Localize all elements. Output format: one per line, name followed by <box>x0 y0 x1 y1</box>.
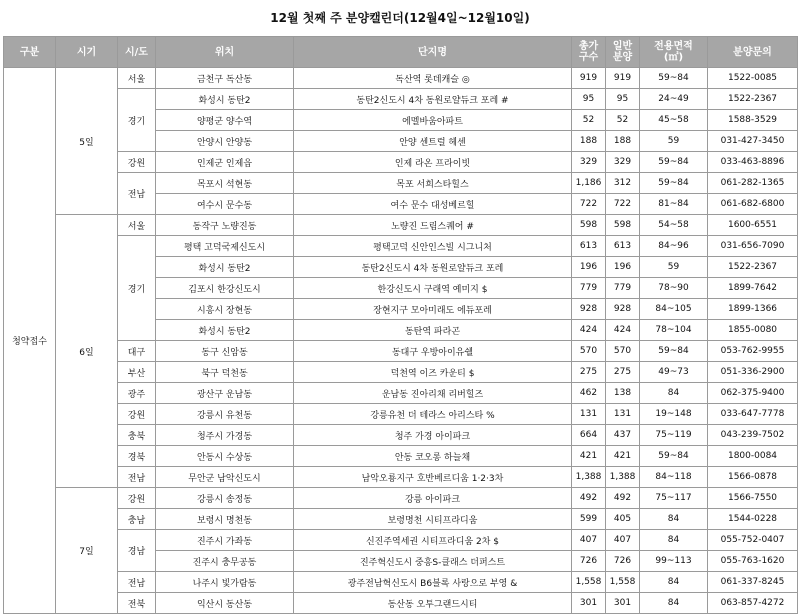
header-contact: 분양문의 <box>708 37 798 68</box>
general-units-cell: 722 <box>606 194 640 215</box>
general-units-cell: 407 <box>606 530 640 551</box>
area-cell: 54~58 <box>640 215 708 236</box>
general-units-cell: 1,388 <box>606 467 640 488</box>
table-row <box>4 488 798 509</box>
sido-cell: 강원 <box>118 152 156 173</box>
area-cell: 84~96 <box>640 236 708 257</box>
sido-cell: 경남 <box>118 530 156 572</box>
complex-cell: 운남동 진아리채 리버힐즈 <box>294 383 572 404</box>
sido-cell: 전북 <box>118 593 156 614</box>
complex-cell: 노량진 드림스퀘어 # <box>294 215 572 236</box>
sido-cell: 강원 <box>118 488 156 509</box>
total-units-cell: 722 <box>572 194 606 215</box>
date-cell: 5일 <box>56 68 118 215</box>
complex-cell: 동탄역 파라곤 <box>294 320 572 341</box>
complex-cell: 안동 코오롱 하늘채 <box>294 446 572 467</box>
area-cell: 78~90 <box>640 278 708 299</box>
complex-cell: 동산동 오투그랜드시티 <box>294 593 572 614</box>
area-cell: 59 <box>640 131 708 152</box>
area-cell: 81~84 <box>640 194 708 215</box>
general-units-cell: 570 <box>606 341 640 362</box>
area-cell: 59 <box>640 257 708 278</box>
total-units-cell: 919 <box>572 68 606 89</box>
area-cell: 45~58 <box>640 110 708 131</box>
location-cell: 화성시 동탄2 <box>156 257 294 278</box>
date-cell: 7일 <box>56 488 118 614</box>
location-cell: 인제군 인제읍 <box>156 152 294 173</box>
sido-cell: 광주 <box>118 383 156 404</box>
subscription-calendar-table <box>3 36 798 614</box>
total-units-cell: 726 <box>572 551 606 572</box>
total-units-cell: 52 <box>572 110 606 131</box>
table-row <box>4 215 798 236</box>
contact-cell: 1522-0085 <box>708 68 798 89</box>
contact-cell: 1800-0084 <box>708 446 798 467</box>
complex-cell: 안양 센트럴 헤센 <box>294 131 572 152</box>
total-units-cell: 407 <box>572 530 606 551</box>
area-cell: 59~84 <box>640 152 708 173</box>
total-units-cell: 1,558 <box>572 572 606 593</box>
location-cell: 무안군 남악신도시 <box>156 467 294 488</box>
table-row <box>4 152 798 173</box>
total-units-cell: 599 <box>572 509 606 530</box>
total-units-cell: 492 <box>572 488 606 509</box>
area-cell: 24~49 <box>640 89 708 110</box>
date-cell: 6일 <box>56 215 118 488</box>
general-units-cell: 779 <box>606 278 640 299</box>
sido-cell: 경기 <box>118 89 156 152</box>
table-row <box>4 425 798 446</box>
total-units-cell: 95 <box>572 89 606 110</box>
header-sigi: 시기 <box>56 37 118 68</box>
general-units-cell: 919 <box>606 68 640 89</box>
table-row <box>4 593 798 614</box>
total-units-cell: 301 <box>572 593 606 614</box>
header-general-units: 일반 분양 <box>606 37 640 68</box>
complex-cell: 동대구 우방아이유쉘 <box>294 341 572 362</box>
complex-cell: 진주혁신도시 중흥S-클래스 더퍼스트 <box>294 551 572 572</box>
complex-cell: 목포 서희스타힐스 <box>294 173 572 194</box>
sido-cell: 서울 <box>118 215 156 236</box>
complex-cell: 에멜바움아파트 <box>294 110 572 131</box>
complex-cell: 여수 문수 대성베르힐 <box>294 194 572 215</box>
contact-cell: 1600-6551 <box>708 215 798 236</box>
general-units-cell: 301 <box>606 593 640 614</box>
contact-cell: 1855-0080 <box>708 320 798 341</box>
contact-cell: 051-336-2900 <box>708 362 798 383</box>
area-cell: 84~105 <box>640 299 708 320</box>
sido-cell: 충북 <box>118 425 156 446</box>
general-units-cell: 131 <box>606 404 640 425</box>
general-units-cell: 196 <box>606 257 640 278</box>
sido-cell: 전남 <box>118 572 156 593</box>
gubun-cell: 청약접수 <box>4 68 56 614</box>
header-complex: 단지명 <box>294 37 572 68</box>
contact-cell: 061-682-6800 <box>708 194 798 215</box>
general-units-cell: 275 <box>606 362 640 383</box>
area-cell: 59~84 <box>640 68 708 89</box>
location-cell: 동구 신암동 <box>156 341 294 362</box>
general-units-cell: 312 <box>606 173 640 194</box>
area-cell: 84 <box>640 530 708 551</box>
area-cell: 84 <box>640 383 708 404</box>
location-cell: 동작구 노량진동 <box>156 215 294 236</box>
area-cell: 84~118 <box>640 467 708 488</box>
complex-cell: 동탄2신도시 4차 동원로얄듀크 포레 <box>294 257 572 278</box>
table-row <box>4 89 798 110</box>
total-units-cell: 928 <box>572 299 606 320</box>
general-units-cell: 329 <box>606 152 640 173</box>
sido-cell: 전남 <box>118 173 156 215</box>
table-row <box>4 173 798 194</box>
sido-cell: 부산 <box>118 362 156 383</box>
location-cell: 김포시 한강신도시 <box>156 278 294 299</box>
contact-cell: 055-763-1620 <box>708 551 798 572</box>
sido-cell: 충남 <box>118 509 156 530</box>
contact-cell: 1522-2367 <box>708 257 798 278</box>
general-units-cell: 437 <box>606 425 640 446</box>
table-row <box>4 446 798 467</box>
general-units-cell: 138 <box>606 383 640 404</box>
total-units-cell: 570 <box>572 341 606 362</box>
header-gubun: 구분 <box>4 37 56 68</box>
location-cell: 금천구 독산동 <box>156 68 294 89</box>
total-units-cell: 1,388 <box>572 467 606 488</box>
general-units-cell: 598 <box>606 215 640 236</box>
contact-cell: 033-647-7778 <box>708 404 798 425</box>
location-cell: 진주시 가좌동 <box>156 530 294 551</box>
contact-cell: 061-282-1365 <box>708 173 798 194</box>
location-cell: 목포시 석현동 <box>156 173 294 194</box>
location-cell: 나주시 빛가람동 <box>156 572 294 593</box>
complex-cell: 보령명천 시티프라디움 <box>294 509 572 530</box>
sido-cell: 전남 <box>118 467 156 488</box>
contact-cell: 1899-7642 <box>708 278 798 299</box>
table-row <box>4 341 798 362</box>
total-units-cell: 196 <box>572 257 606 278</box>
complex-cell: 인제 라온 프라이빗 <box>294 152 572 173</box>
contact-cell: 043-239-7502 <box>708 425 798 446</box>
contact-cell: 033-463-8896 <box>708 152 798 173</box>
complex-cell: 덕천역 이즈 카운티 $ <box>294 362 572 383</box>
contact-cell: 031-427-3450 <box>708 131 798 152</box>
contact-cell: 1899-1366 <box>708 299 798 320</box>
area-cell: 84 <box>640 572 708 593</box>
location-cell: 강릉시 유천동 <box>156 404 294 425</box>
area-cell: 75~119 <box>640 425 708 446</box>
general-units-cell: 1,558 <box>606 572 640 593</box>
sido-cell: 대구 <box>118 341 156 362</box>
total-units-cell: 131 <box>572 404 606 425</box>
total-units-cell: 598 <box>572 215 606 236</box>
total-units-cell: 664 <box>572 425 606 446</box>
area-cell: 78~104 <box>640 320 708 341</box>
general-units-cell: 928 <box>606 299 640 320</box>
contact-cell: 1544-0228 <box>708 509 798 530</box>
total-units-cell: 424 <box>572 320 606 341</box>
table-row <box>4 509 798 530</box>
table-row <box>4 404 798 425</box>
contact-cell: 1566-0878 <box>708 467 798 488</box>
total-units-cell: 462 <box>572 383 606 404</box>
complex-cell: 동탄2신도시 4차 동원로얄듀크 포레 # <box>294 89 572 110</box>
general-units-cell: 613 <box>606 236 640 257</box>
complex-cell: 독산역 롯데캐슬 ◎ <box>294 68 572 89</box>
complex-cell: 신진주역세권 시티프라디움 2차 $ <box>294 530 572 551</box>
location-cell: 평택 고덕국제신도시 <box>156 236 294 257</box>
general-units-cell: 95 <box>606 89 640 110</box>
location-cell: 양평군 양수역 <box>156 110 294 131</box>
general-units-cell: 52 <box>606 110 640 131</box>
location-cell: 진주시 충무공동 <box>156 551 294 572</box>
header-row <box>4 37 798 68</box>
contact-cell: 061-337-8245 <box>708 572 798 593</box>
contact-cell: 1588-3529 <box>708 110 798 131</box>
location-cell: 익산시 동산동 <box>156 593 294 614</box>
total-units-cell: 779 <box>572 278 606 299</box>
table-row <box>4 383 798 404</box>
contact-cell: 053-762-9955 <box>708 341 798 362</box>
sido-cell: 경기 <box>118 236 156 341</box>
complex-cell: 강릉 아이파크 <box>294 488 572 509</box>
location-cell: 화성시 동탄2 <box>156 89 294 110</box>
table-row <box>4 236 798 257</box>
area-cell: 59~84 <box>640 341 708 362</box>
area-cell: 99~113 <box>640 551 708 572</box>
area-cell: 59~84 <box>640 446 708 467</box>
complex-cell: 평택고덕 신안인스빌 시그니처 <box>294 236 572 257</box>
location-cell: 청주시 가경동 <box>156 425 294 446</box>
total-units-cell: 275 <box>572 362 606 383</box>
area-cell: 19~148 <box>640 404 708 425</box>
contact-cell: 1566-7550 <box>708 488 798 509</box>
total-units-cell: 421 <box>572 446 606 467</box>
sido-cell: 경북 <box>118 446 156 467</box>
area-cell: 84 <box>640 593 708 614</box>
table-row <box>4 362 798 383</box>
total-units-cell: 188 <box>572 131 606 152</box>
complex-cell: 강릉유천 더 테라스 아리스타 % <box>294 404 572 425</box>
total-units-cell: 1,186 <box>572 173 606 194</box>
table-row <box>4 68 798 89</box>
table-row <box>4 572 798 593</box>
location-cell: 안동시 수상동 <box>156 446 294 467</box>
table-row <box>4 530 798 551</box>
location-cell: 강릉시 송정동 <box>156 488 294 509</box>
general-units-cell: 421 <box>606 446 640 467</box>
general-units-cell: 492 <box>606 488 640 509</box>
location-cell: 안양시 안양동 <box>156 131 294 152</box>
location-cell: 시흥시 장현동 <box>156 299 294 320</box>
area-cell: 59~84 <box>640 173 708 194</box>
complex-cell: 청주 가경 아이파크 <box>294 425 572 446</box>
general-units-cell: 726 <box>606 551 640 572</box>
complex-cell: 광주전남혁신도시 B6블록 사랑으로 부영 & <box>294 572 572 593</box>
location-cell: 화성시 동탄2 <box>156 320 294 341</box>
header-area: 전용면적 (㎡) <box>640 37 708 68</box>
contact-cell: 031-656-7090 <box>708 236 798 257</box>
header-location: 위치 <box>156 37 294 68</box>
sido-cell: 강원 <box>118 404 156 425</box>
general-units-cell: 405 <box>606 509 640 530</box>
contact-cell: 1522-2367 <box>708 89 798 110</box>
contact-cell: 055-752-0407 <box>708 530 798 551</box>
page-title: 12월 첫째 주 분양캘린더(12월4일~12월10일) <box>270 11 530 25</box>
contact-cell: 063-857-4272 <box>708 593 798 614</box>
general-units-cell: 188 <box>606 131 640 152</box>
sido-cell: 서울 <box>118 68 156 89</box>
area-cell: 84 <box>640 509 708 530</box>
complex-cell: 남악오룡지구 호반베르디움 1·2·3차 <box>294 467 572 488</box>
location-cell: 광산구 운남동 <box>156 383 294 404</box>
header-sido: 시/도 <box>118 37 156 68</box>
total-units-cell: 613 <box>572 236 606 257</box>
general-units-cell: 424 <box>606 320 640 341</box>
table-row <box>4 467 798 488</box>
location-cell: 북구 덕천동 <box>156 362 294 383</box>
area-cell: 75~117 <box>640 488 708 509</box>
header-total-units: 총가 구수 <box>572 37 606 68</box>
contact-cell: 062-375-9400 <box>708 383 798 404</box>
area-cell: 49~73 <box>640 362 708 383</box>
total-units-cell: 329 <box>572 152 606 173</box>
complex-cell: 장현지구 모아미래도 에듀포레 <box>294 299 572 320</box>
location-cell: 여수시 문수동 <box>156 194 294 215</box>
complex-cell: 한강신도시 구래역 예미지 $ <box>294 278 572 299</box>
location-cell: 보령시 명천동 <box>156 509 294 530</box>
